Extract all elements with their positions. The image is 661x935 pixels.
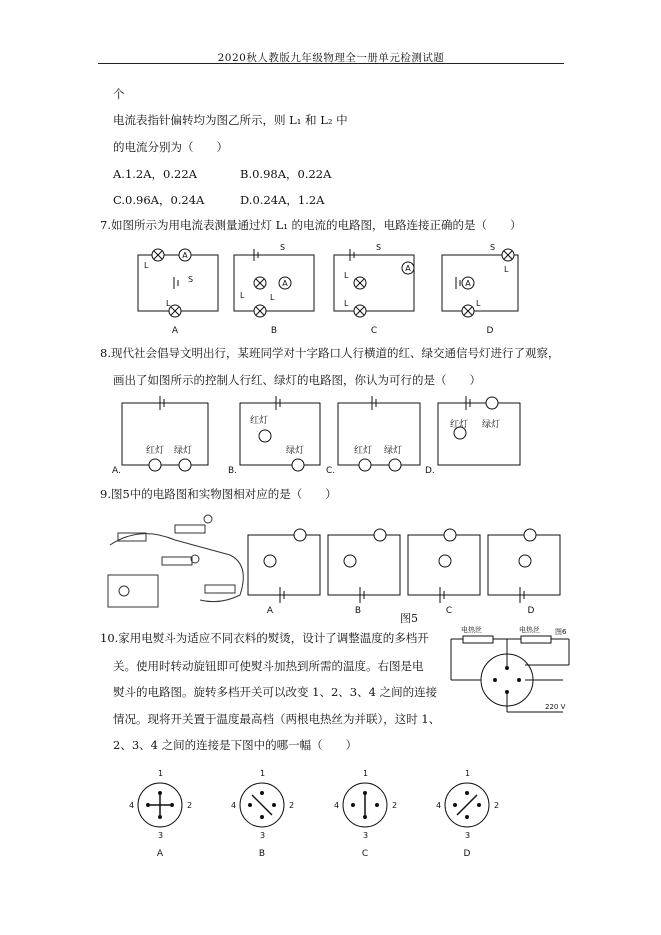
svg-text:L: L (270, 293, 275, 302)
q8-red-lamp-c: 红灯 (354, 446, 373, 456)
svg-text:1: 1 (260, 769, 266, 778)
q9-stem: 9.图5中的电路图和实物图相对应的是（ ） (100, 487, 337, 501)
svg-text:A: A (182, 251, 188, 260)
svg-text:L: L (166, 299, 171, 308)
q7-label-a[interactable]: A (171, 326, 179, 336)
q9-label-b[interactable]: B (354, 606, 362, 616)
q10-line-1: 10.家用电熨斗为适应不同衣料的熨烫，设计了调整温度的多档开 (100, 631, 429, 645)
q8-red-lamp-b: 红灯 (250, 416, 269, 426)
q6-option-d[interactable]: D.0.24A，1.2A (240, 193, 325, 207)
q10-iron-circuit-figure (445, 620, 575, 720)
q10-label-b[interactable]: B (258, 849, 266, 859)
q10-line-3: 熨斗的电路图。旋转多档开关可以改变 1、2、3、4 之间的连接 (113, 685, 438, 699)
q8-red-lamp-d: 红灯 (450, 420, 469, 430)
svg-text:L: L (144, 261, 149, 270)
q8-label-c[interactable]: C. (326, 466, 336, 476)
q10-voltage-label: 220 V (545, 703, 566, 711)
svg-text:S: S (280, 243, 286, 252)
q6-continuation-2: 电流表指针偏转均为图乙所示，则 L₁ 和 L₂ 中 (113, 113, 348, 127)
svg-text:A: A (465, 279, 471, 288)
q8-stem-2: 画出了如图所示的控制人行红、绿灯的电路图，你认为可行的是（ ） (113, 373, 481, 387)
svg-text:L: L (344, 271, 349, 280)
q7-label-b[interactable]: B (270, 326, 278, 336)
svg-text:3: 3 (260, 831, 266, 840)
q10-heater-right: 电热丝 (519, 626, 540, 634)
q7-circuit-figures (130, 240, 530, 340)
svg-text:2: 2 (187, 801, 193, 810)
q7-label-d[interactable]: D (486, 326, 494, 336)
svg-text:S: S (490, 243, 496, 252)
q7-stem: 7.如图所示为用电流表测量通过灯 L₁ 的电流的电路图，电路连接正确的是（ ） (100, 218, 522, 232)
q8-circuit-figures (110, 393, 530, 478)
svg-text:3: 3 (158, 831, 164, 840)
svg-text:A: A (282, 279, 288, 288)
q10-line-5: 2、3、4 之间的连接是下图中的哪一幅（ ） (113, 738, 358, 752)
svg-text:2: 2 (289, 801, 295, 810)
q9-figure-caption: 图5 (400, 612, 418, 625)
q8-stem-1: 8.现代社会倡导文明出行，某班同学对十字路口人行横道的红、绿交通信号灯进行了观察， (100, 346, 560, 360)
svg-text:3: 3 (465, 831, 471, 840)
q10-line-2: 关。使用时转动旋钮即可使熨斗加热到所需的温度。右图是电 (113, 659, 424, 673)
q6-option-a[interactable]: A.1.2A，0.22A (113, 167, 197, 181)
svg-text:4: 4 (334, 801, 340, 810)
svg-text:4: 4 (231, 801, 237, 810)
q9-label-c[interactable]: C (445, 606, 453, 616)
q9-figures (100, 505, 550, 625)
svg-text:1: 1 (158, 769, 164, 778)
q10-figure-number: 图6 (555, 628, 567, 636)
q10-dial-options (125, 760, 525, 860)
q8-green-lamp-a: 绿灯 (174, 446, 193, 456)
svg-text:4: 4 (129, 801, 135, 810)
header-rule (98, 63, 564, 64)
q10-heater-left: 电热丝 (461, 626, 482, 634)
q8-green-lamp-d: 绿灯 (482, 420, 501, 430)
q8-green-lamp-c: 绿灯 (384, 446, 403, 456)
svg-text:A: A (405, 264, 411, 273)
svg-text:L: L (504, 265, 509, 274)
q6-option-c[interactable]: C.0.96A，0.24A (113, 193, 205, 207)
q8-green-lamp-b: 绿灯 (286, 446, 305, 456)
q8-label-a[interactable]: A. (112, 466, 121, 476)
svg-text:S: S (376, 243, 382, 252)
q10-line-4: 情况。现将开关置于温度最高档（两根电热丝为并联），这时 1、 (113, 712, 441, 726)
svg-text:1: 1 (363, 769, 369, 778)
q6-option-b[interactable]: B.0.98A，0.22A (240, 167, 332, 181)
svg-text:2: 2 (494, 801, 500, 810)
svg-text:2: 2 (392, 801, 398, 810)
page-header: 2020秋人教版九年级物理全一册单元检测试题 (217, 52, 445, 64)
q7-label-c[interactable]: C (370, 326, 378, 336)
q8-label-b[interactable]: B. (228, 466, 238, 476)
svg-text:4: 4 (436, 801, 442, 810)
q6-continuation-1: 个 (113, 87, 125, 101)
svg-text:L: L (476, 299, 481, 308)
svg-text:L: L (240, 291, 245, 300)
svg-text:S: S (188, 275, 194, 284)
q9-label-d[interactable]: D (527, 606, 535, 616)
svg-text:L: L (344, 299, 349, 308)
q9-label-a[interactable]: A (266, 606, 274, 616)
q6-continuation-3: 的电流分别为（ ） (113, 140, 228, 154)
svg-text:3: 3 (363, 831, 369, 840)
q8-red-lamp-a: 红灯 (146, 446, 165, 456)
q10-label-c[interactable]: C (361, 849, 369, 859)
q8-label-d[interactable]: D. (425, 466, 435, 476)
q10-label-d[interactable]: D (463, 849, 471, 859)
q10-label-a[interactable]: A (156, 849, 164, 859)
svg-text:1: 1 (465, 769, 471, 778)
